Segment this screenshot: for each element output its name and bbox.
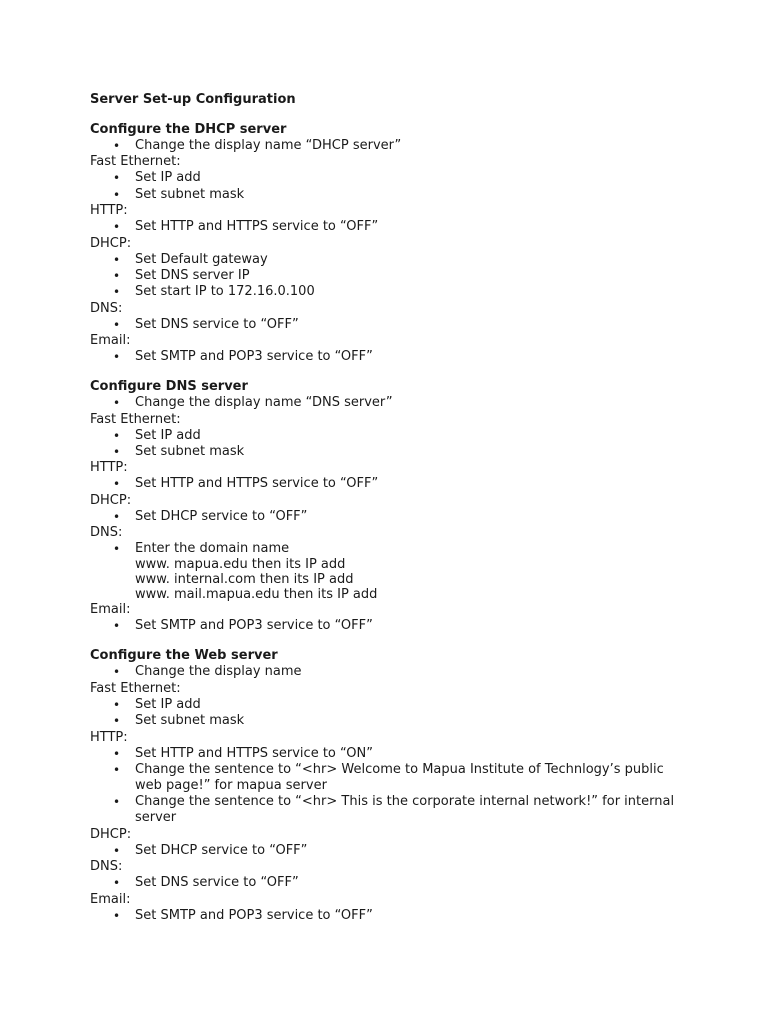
bullet-icon: • [113,795,121,810]
bullet-icon: • [113,542,121,557]
bullet-list [90,746,690,827]
bullet-icon: • [113,665,121,680]
list-item-text: Set IP add [135,170,201,186]
list-item-text: Set SMTP and POP3 service to “OFF” [135,349,373,365]
list-item-text: Set HTTP and HTTPS service to “ON” [135,745,373,761]
list-item [90,284,690,300]
list-item-text: Enter the domain name [135,541,290,557]
group-label: DNS: [90,525,123,541]
config-section [90,648,690,923]
list-item-text: Set subnet mask [135,443,245,459]
section-heading: Configure the DHCP server [90,122,287,137]
domain-entry: www. internal.com then its IP add [135,572,354,588]
bullet-list [90,509,690,525]
list-item-text: Change the display name “DHCP server” [135,138,402,153]
bullet-icon: • [113,220,121,235]
group-label: DNS: [90,859,123,875]
group-label: Email: [90,891,131,907]
list-item [90,476,690,492]
bullet-list [90,252,690,301]
group-label: DHCP: [90,492,132,508]
list-item [90,794,690,826]
list-item [90,170,690,186]
list-item [90,509,690,525]
list-item-text: Change the display name “DNS server” [135,395,393,411]
bullet-list [90,697,690,729]
list-item-text: Set Default gateway [135,251,268,267]
config-section [90,379,690,634]
list-item-text: Change the display name [135,664,302,680]
group-label: Fast Ethernet: [90,154,181,170]
bullet-list [90,541,690,602]
list-item-text: Set SMTP and POP3 service to “OFF” [135,907,373,923]
bullet-icon: • [113,252,121,267]
bullet-list [90,843,690,859]
bullet-list [90,664,690,680]
list-item-text: Set IP add [135,427,201,443]
group-label: Email: [90,602,131,618]
list-item-text: Change the sentence to “<hr> Welcome to Mapua Institute of Technlogy’s public web page!” for mapua server [135,762,664,794]
list-item-text: Set DHCP service to “OFF” [135,508,308,524]
bullet-icon: • [113,350,121,365]
list-item-text: Set DNS server IP [135,267,250,283]
group-label: DHCP: [90,235,132,251]
document-page [90,92,690,924]
group-label: DNS: [90,300,123,316]
bullet-icon: • [113,908,121,923]
list-item [90,618,690,634]
config-section [90,122,690,365]
bullet-icon: • [113,746,121,761]
bullet-icon: • [113,714,121,729]
list-item [90,252,690,268]
group-label: HTTP: [90,729,128,745]
bullet-icon: • [113,268,121,283]
list-item [90,713,690,729]
bullet-icon: • [113,285,121,300]
bullet-list [90,138,690,154]
list-item-text: Change the sentence to “<hr> This is the corporate internal network!” for internal server [135,794,675,826]
list-item-text: Set DNS service to “OFF” [135,316,299,332]
group-label: DHCP: [90,826,132,842]
bullet-list [90,349,690,365]
list-item [90,746,690,762]
domain-entry: www. mail.mapua.edu then its IP add [135,587,378,603]
group-label: Fast Ethernet: [90,411,181,427]
bullet-icon: • [113,876,121,891]
list-item [90,395,690,411]
bullet-list [90,317,690,333]
section-heading: Configure DNS server [90,379,248,395]
list-item [90,428,690,444]
list-item [90,541,690,602]
list-item-text: Set start IP to 172.16.0.100 [135,284,315,300]
list-item [90,843,690,859]
bullet-list [90,476,690,492]
list-item [90,138,690,154]
bullet-list [90,170,690,202]
domain-entry: www. mapua.edu then its IP add [135,557,346,573]
list-item [90,187,690,203]
group-label: Fast Ethernet: [90,680,181,696]
bullet-list [90,428,690,460]
bullet-icon: • [113,509,121,524]
bullet-list [90,219,690,235]
bullet-icon: • [113,139,121,153]
list-item-text: Set HTTP and HTTPS service to “OFF” [135,219,379,235]
bullet-icon: • [113,619,121,634]
list-item-text: Set SMTP and POP3 service to “OFF” [135,618,373,634]
document-title: Server Set-up Configuration [90,92,296,107]
bullet-icon: • [113,444,121,459]
bullet-icon: • [113,477,121,492]
list-item [90,444,690,460]
list-item [90,268,690,284]
list-item-text: Set DHCP service to “OFF” [135,842,308,858]
list-item [90,908,690,924]
bullet-icon: • [113,187,121,202]
list-item-text: Set subnet mask [135,713,245,729]
list-item-text: Set IP add [135,696,201,712]
list-item-text: Set HTTP and HTTPS service to “OFF” [135,476,379,492]
section-heading: Configure the Web server [90,648,278,664]
list-item [90,349,690,365]
list-item [90,664,690,680]
bullet-list [90,875,690,891]
list-item [90,219,690,235]
bullet-icon: • [113,317,121,332]
sections-container [90,122,690,924]
list-item-text: Set DNS service to “OFF” [135,875,299,891]
bullet-icon: • [113,396,121,411]
bullet-list [90,395,690,411]
bullet-list [90,908,690,924]
bullet-list [90,618,690,634]
bullet-icon: • [113,428,121,443]
bullet-icon: • [113,697,121,712]
group-label: Email: [90,333,131,349]
list-item [90,317,690,333]
bullet-icon: • [113,843,121,858]
group-label: HTTP: [90,460,128,476]
list-item [90,875,690,891]
list-item [90,762,690,794]
bullet-icon: • [113,171,121,186]
list-item [90,697,690,713]
list-item-text: Set subnet mask [135,186,245,202]
group-label: HTTP: [90,203,128,219]
bullet-icon: • [113,763,121,778]
